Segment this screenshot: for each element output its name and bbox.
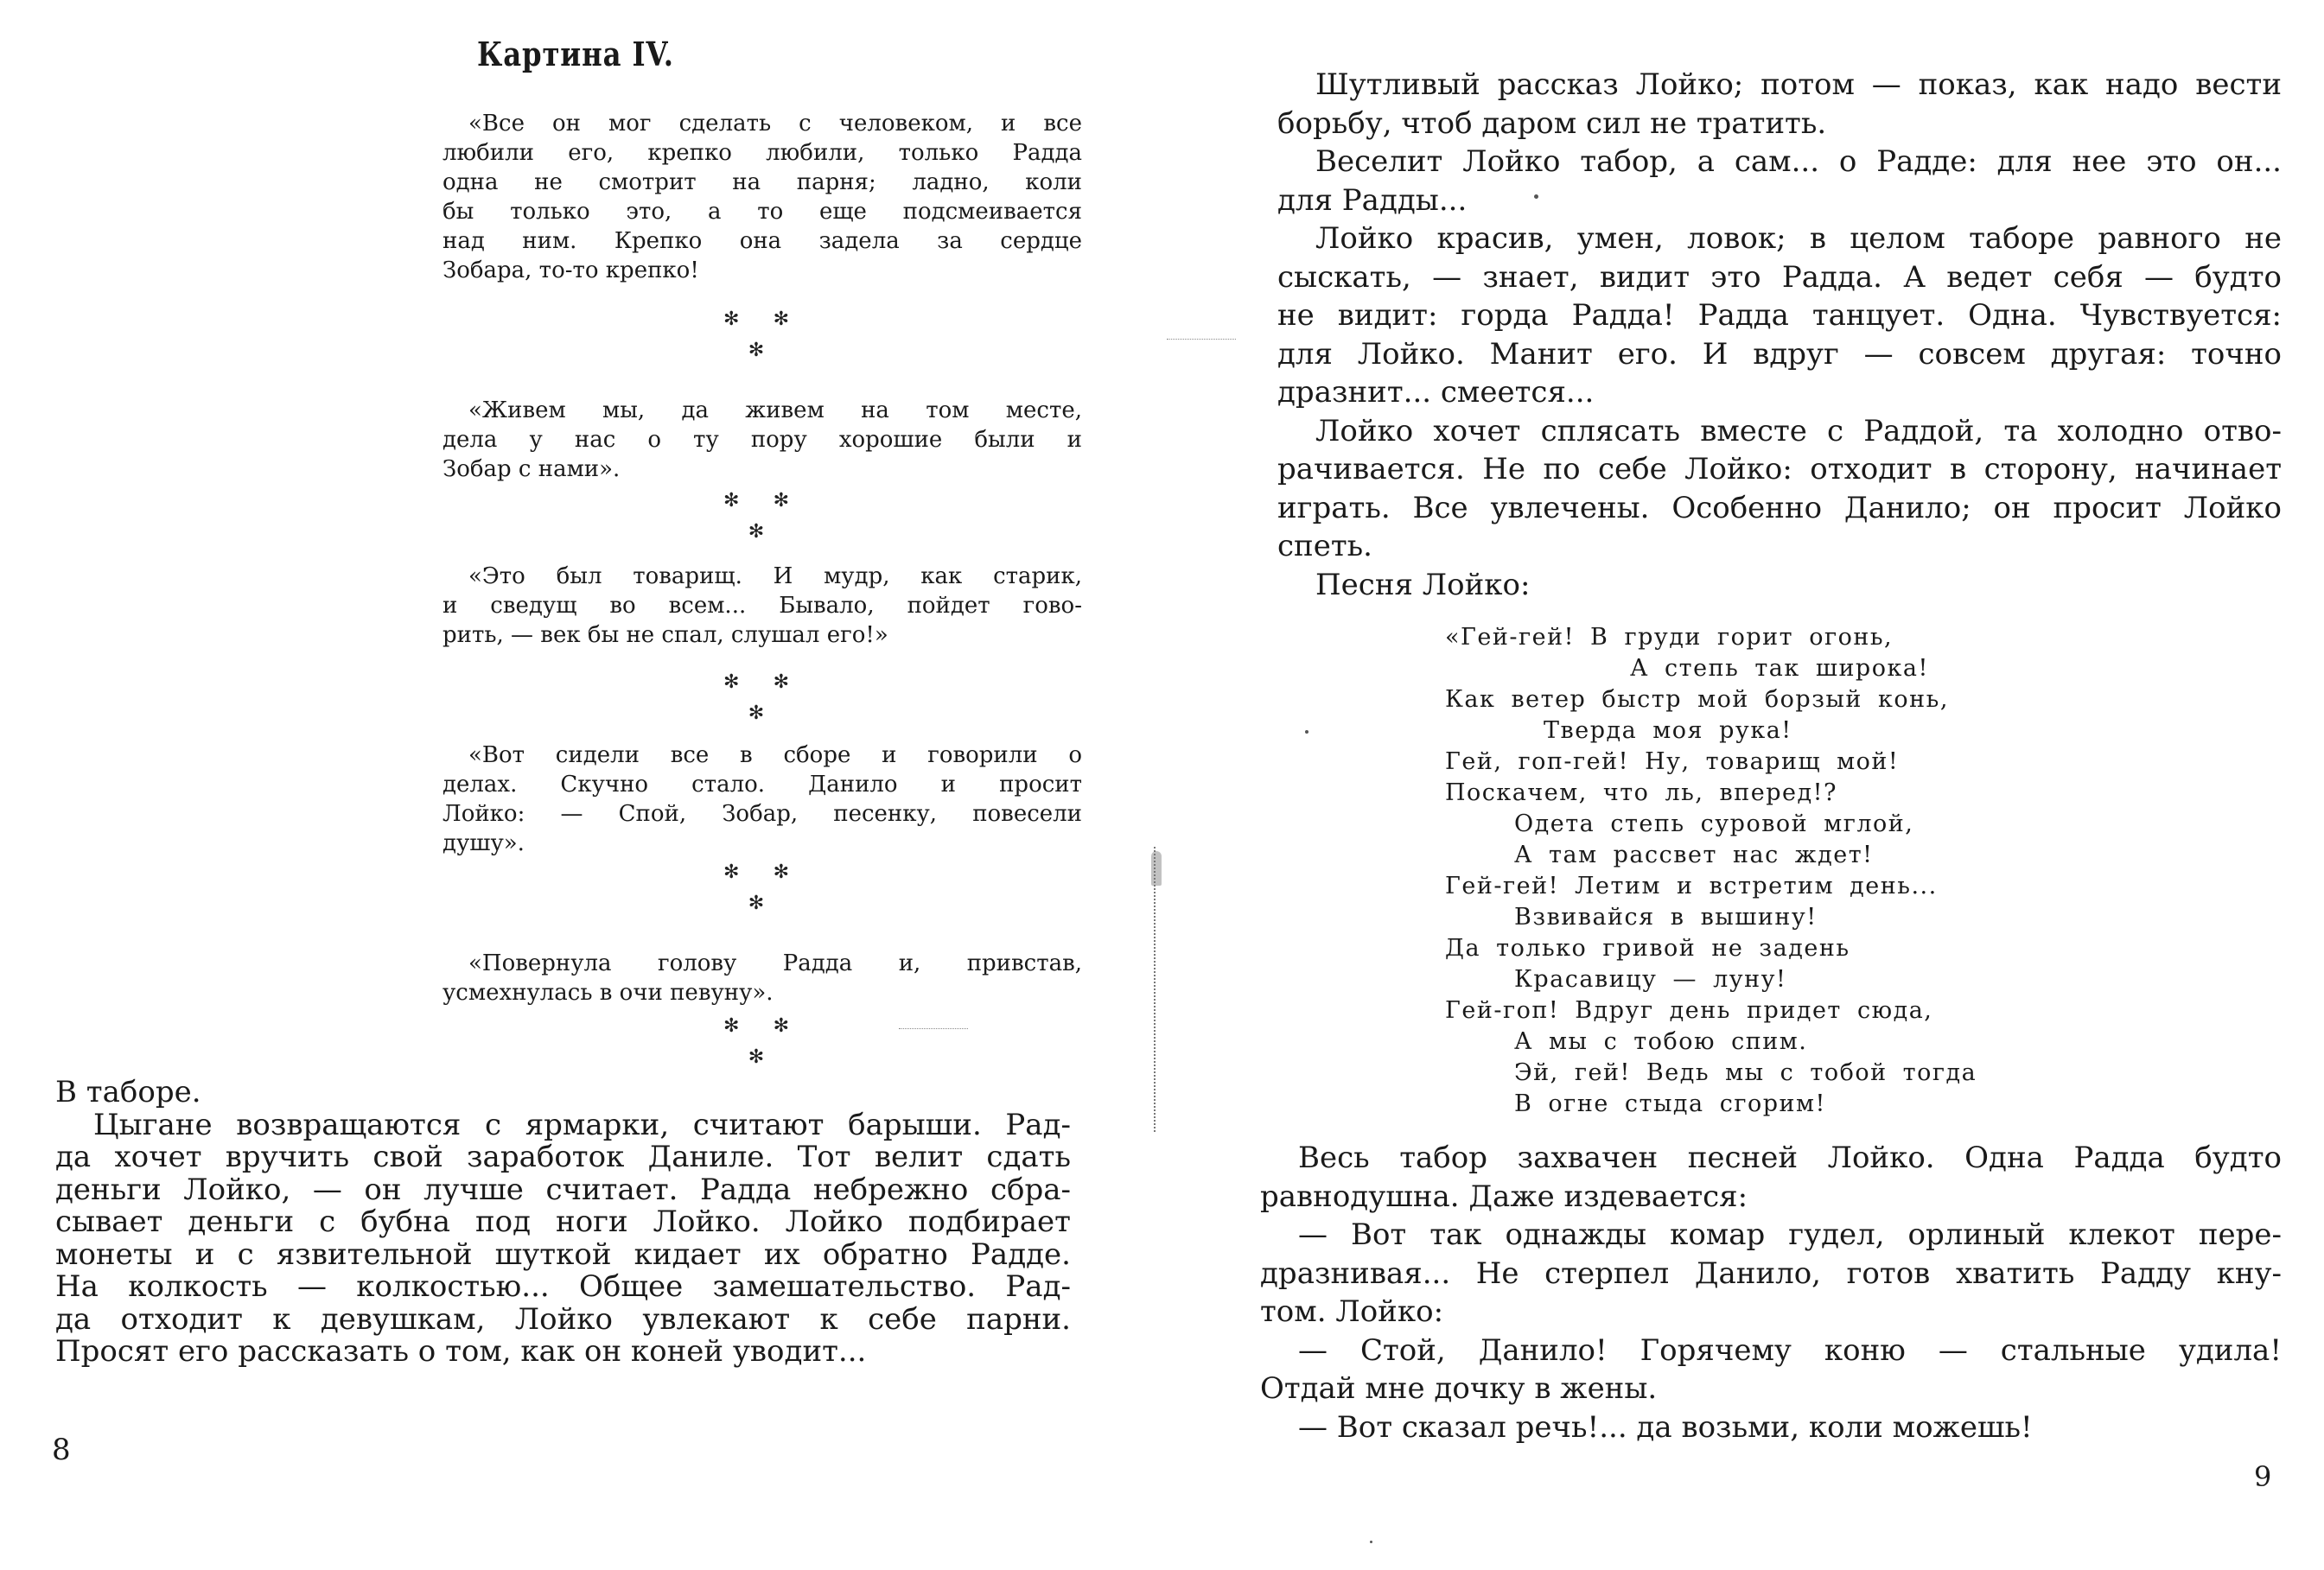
gutter-line: [1154, 847, 1164, 1132]
stage-directions-bottom: [1260, 1139, 2282, 1446]
prose-line: Отдай мне дочку в жены.: [1260, 1371, 1658, 1406]
quote-line: над ним. Крепко она задела за сердце: [443, 228, 1082, 254]
ornament-star-icon: ✻: [748, 1046, 765, 1068]
prose-line: Цыгане возвращаются с ярмарки, считают барыши. Рад-: [93, 1107, 1071, 1142]
quote-line: бы только это, а то еще подсмеивается: [443, 199, 1082, 225]
quote-line: «Повернула голову Радда и, привстав,: [468, 950, 1082, 976]
prose-line: На колкость — колкостью... Общее замешательство. Рад-: [55, 1269, 1071, 1304]
verse-line: Гей-гей! Летим и встретим день...: [1445, 873, 1938, 899]
quote-line: душу».: [443, 830, 525, 856]
ornament-star-icon: ✻: [748, 893, 765, 914]
scan-artifact: [1534, 194, 1538, 199]
verse-line: В огне стыда сгорим!: [1514, 1090, 1826, 1117]
quote-line: «Это был товарищ. И мудр, как старик,: [468, 563, 1082, 589]
verse-line: А мы с тобою спим.: [1514, 1028, 1808, 1055]
quote-line: любили его, крепко любили, только Радда: [443, 140, 1082, 166]
prose-line: дразнит... смеется...: [1277, 375, 1595, 410]
verse-line: Взвивайся в вышину!: [1514, 904, 1818, 931]
prose-line: сывает деньги с бубна под ноги Лойко. Лойко подбирает: [55, 1205, 1071, 1239]
scene-heading: В таборе.: [55, 1075, 201, 1109]
asterism-divider: [704, 1011, 808, 1073]
ornament-star-icon: ✻: [773, 671, 789, 693]
prose-line: Веселит Лойко табор, а сам... о Радде: для нее это он...: [1315, 144, 2282, 179]
quote-line: «Вот сидели все в сборе и говорили о: [468, 742, 1082, 768]
prose-line: для Лойко. Манит его. И вдруг — совсем другая: точно: [1277, 336, 2282, 372]
stage-directions-top: [1277, 66, 2282, 604]
scan-artifact: [899, 1028, 968, 1030]
verse-line: Как ветер быстр мой борзый конь,: [1445, 686, 1949, 713]
quote-line: одна не смотрит на парня; ладно, коли: [443, 169, 1082, 195]
ornament-star-icon: ✻: [748, 702, 765, 724]
prose-line: не видит: горда Радда! Радда танцует. Одна. Чувствуется:: [1277, 298, 2282, 333]
scan-artifact: [1370, 1541, 1372, 1543]
quote-line: Зобара, то-то крепко!: [443, 257, 699, 283]
quote-line: и сведущ во всем... Бывало, пойдет гово-: [443, 593, 1082, 619]
prose-line: рачивается. Не по себе Лойко: отходит в сторону, начинает: [1277, 452, 2282, 486]
verse-line: Красавицу — луну!: [1514, 966, 1787, 993]
quote-line: усмехнулась в очи певуну».: [443, 980, 774, 1006]
verse-line: Гей, гоп-гей! Ну, товарищ мой!: [1445, 748, 1900, 775]
verse-line: Одета степь суровой мглой,: [1514, 810, 1914, 837]
ornament-star-icon: ✻: [748, 340, 765, 361]
quote-line: Лойко: — Спой, Зобар, песенку, повесели: [443, 801, 1082, 827]
verse-line: Гей-гоп! Вдруг день придет сюда,: [1445, 997, 1933, 1024]
prose-line: Просят его рассказать о том, как он коней уводит...: [55, 1334, 867, 1369]
quote-line: дела у нас о ту пору хорошие были и: [443, 427, 1082, 453]
scan-artifact: [1167, 339, 1236, 340]
prose-line: дразнивая... Не стерпел Данило, готов хватить Радду кну-: [1260, 1255, 2282, 1291]
asterism-divider: [704, 486, 808, 548]
prose-line: — Вот сказал речь!... да возьми, коли можешь!: [1298, 1409, 2033, 1445]
verse-line: Тверда моя рука!: [1544, 717, 1792, 744]
ornament-star-icon: ✻: [773, 861, 789, 883]
verse-line: «Гей-гей! В груди горит огонь,: [1445, 624, 1894, 651]
prose-line: равнодушна. Даже издевается:: [1260, 1179, 1748, 1214]
ornament-star-icon: ✻: [773, 490, 789, 512]
page-number: 8: [52, 1433, 71, 1467]
verse-line: Да только гривой не задень: [1445, 935, 1850, 962]
ornament-star-icon: ✻: [773, 308, 789, 330]
song-heading: Песня Лойко:: [1315, 567, 1531, 602]
prose-line: сыскать, — знает, видит это Радда. А ведет себя — будто: [1277, 259, 2282, 295]
verse-line: А степь так широка!: [1630, 655, 1929, 682]
scan-artifact: [1305, 730, 1308, 734]
epigraph-quote-5: [443, 949, 1082, 1007]
prose-line: для Радды...: [1277, 182, 1468, 218]
prose-line: Лойко хочет сплясать вместе с Раддой, та холодно отво-: [1315, 413, 2282, 448]
epigraph-quote-4: [443, 741, 1082, 858]
prose-line: играть. Все увлечены. Особенно Данило; он просит Лойко: [1277, 490, 2282, 525]
scene-description: [55, 1077, 1071, 1369]
song-verse: [1445, 622, 1977, 1120]
prose-line: да хочет вручить свой заработок Даниле. Тот велит сдать: [55, 1140, 1071, 1174]
verse-line: Эй, гей! Ведь мы с тобой тогда: [1514, 1059, 1977, 1086]
ornament-star-icon: ✻: [773, 1015, 789, 1037]
ornament-star-icon: ✻: [723, 861, 740, 883]
prose-line: Лойко красив, умен, ловок; в целом таборе равного не: [1315, 221, 2282, 256]
quote-line: «Все он мог сделать с человеком, и все: [468, 111, 1082, 137]
prose-line: Весь табор захвачен песней Лойко. Одна Радда будто: [1298, 1141, 2282, 1175]
quote-line: Зобар с нами».: [443, 456, 621, 482]
quote-line: делах. Скучно стало. Данило и просит: [443, 772, 1082, 798]
verse-line: А там рассвет нас ждет!: [1514, 842, 1874, 868]
epigraph-quote-1: [443, 109, 1082, 285]
verse-line: Поскачем, что ль, вперед!?: [1445, 779, 1837, 806]
ornament-star-icon: ✻: [723, 308, 740, 330]
epigraph-quote-2: [443, 396, 1082, 484]
quote-line: «Живем мы, да живем на том месте,: [468, 397, 1082, 423]
prose-line: — Вот так однажды комар гудел, орлиный клекот пере-: [1298, 1217, 2282, 1252]
prose-line: деньги Лойко, — он лучше считает. Радда небрежно сбра-: [55, 1172, 1071, 1207]
quote-line: рить, — век бы не спал, слушал его!»: [443, 622, 888, 648]
asterism-divider: [704, 304, 808, 366]
ornament-star-icon: ✻: [723, 490, 740, 512]
epigraph-quote-3: [443, 562, 1082, 650]
prose-line: Шутливый рассказ Лойко; потом — показ, как надо вести: [1315, 67, 2282, 102]
prose-line: — Стой, Данило! Горячему коню — стальные удила!: [1298, 1332, 2282, 1368]
asterism-divider: [704, 857, 808, 919]
ornament-star-icon: ✻: [723, 1015, 740, 1037]
ornament-star-icon: ✻: [748, 521, 765, 543]
asterism-divider: [704, 667, 808, 729]
prose-line: монеты и с язвительной шуткой кидает их обратно Радде.: [55, 1236, 1071, 1272]
prose-line: да отходит к девушкам, Лойко увлекают к себе парни.: [55, 1301, 1071, 1337]
page-number: 9: [2254, 1460, 2272, 1493]
prose-line: том. Лойко:: [1260, 1294, 1444, 1329]
prose-line: борьбу, чтоб даром сил не тратить.: [1277, 105, 1827, 141]
ornament-star-icon: ✻: [723, 671, 740, 693]
chapter-title: Картина IV.: [477, 35, 674, 73]
prose-line: спеть.: [1277, 529, 1372, 563]
